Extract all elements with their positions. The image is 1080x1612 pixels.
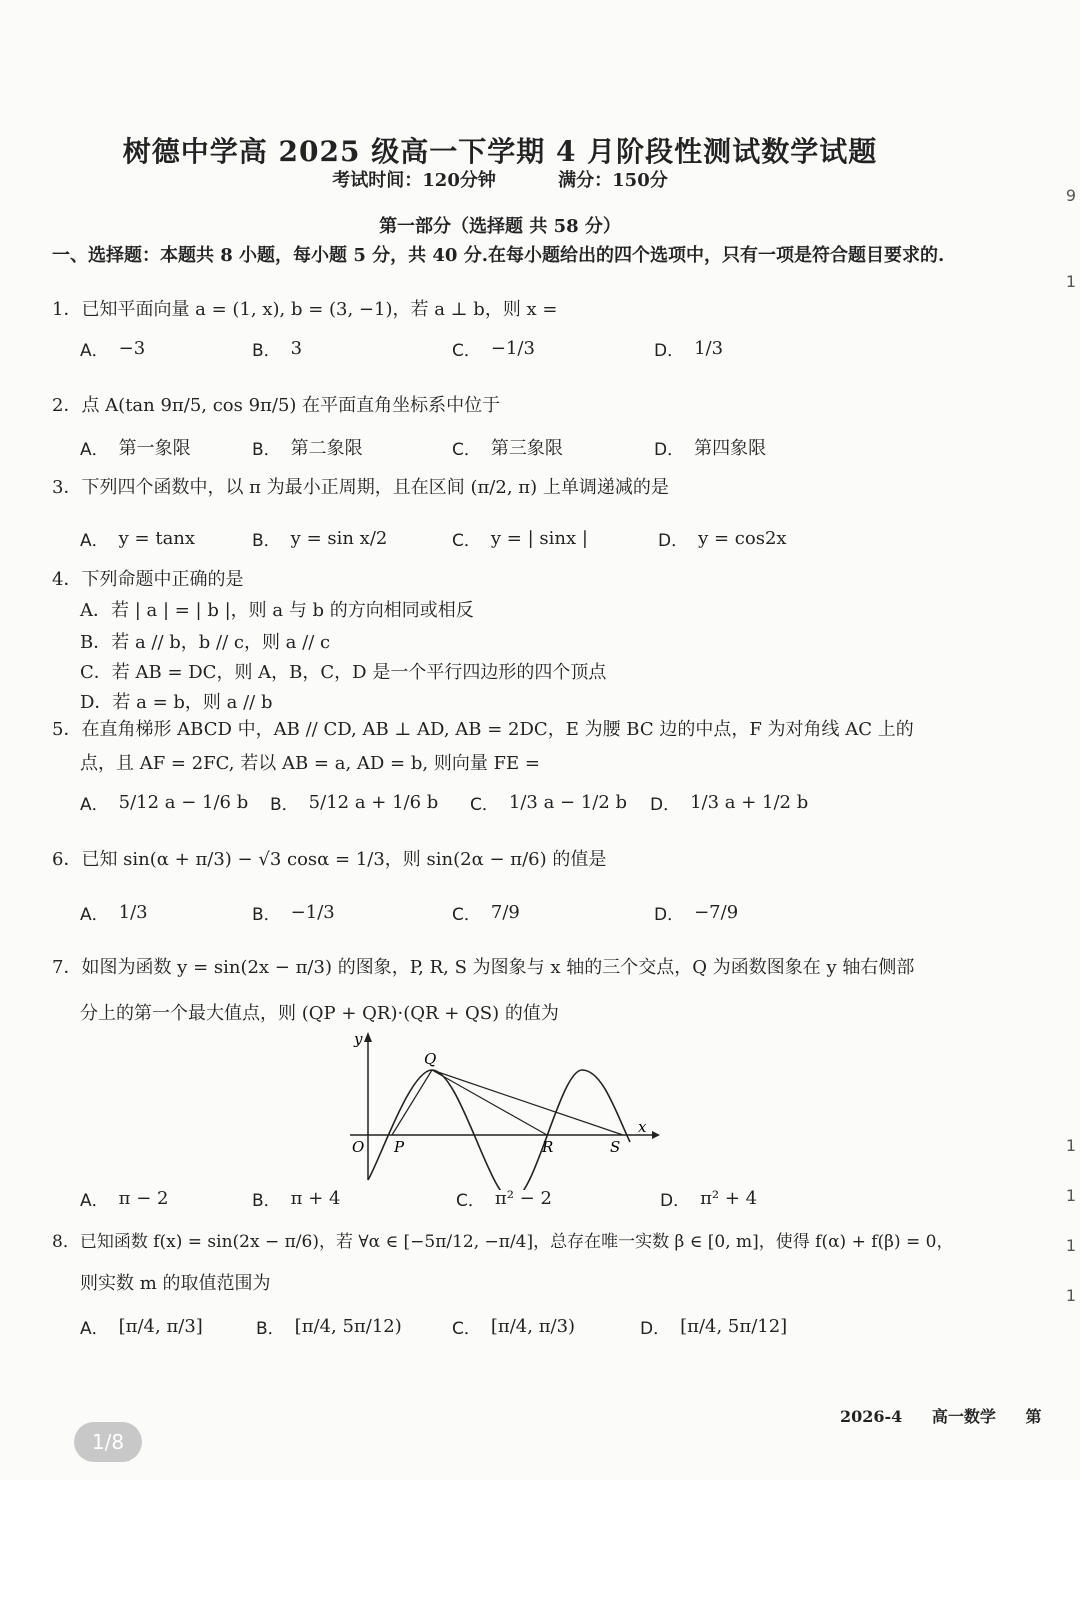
option-letter: C．: [452, 531, 481, 551]
sine-curve: [368, 1070, 630, 1190]
option-text: 5/12 a − 1/6 b: [118, 792, 249, 813]
option-letter: A．: [80, 341, 109, 361]
option-letter: B．: [270, 795, 299, 815]
q3-option-b: [252, 526, 387, 551]
q6-option-c: [452, 900, 520, 925]
q4-option-d: D．若 a = b，则 a // b: [80, 692, 273, 713]
option-letter: D．: [658, 531, 689, 551]
exam-score: 满分：150分: [558, 170, 668, 191]
y-axis-arrow: [364, 1032, 372, 1042]
next-page-edge: [1050, 0, 1080, 1480]
q7-option-b: [252, 1186, 340, 1211]
option-letter: A．: [80, 795, 109, 815]
q2-option-b: [252, 434, 363, 460]
q7-options: [80, 1186, 980, 1226]
page-footer: [840, 1404, 1066, 1427]
q6-option-b: [252, 900, 335, 925]
option-text: 1/3: [118, 902, 148, 923]
option-letter: D．: [640, 1319, 671, 1339]
q3-option-a: [80, 526, 195, 551]
edge-mark: 1: [1065, 272, 1076, 291]
option-text: [π/4, 5π/12]: [680, 1316, 788, 1337]
q8-stem-line1: 8．已知函数 f(x) = sin(2x − π/6)，若 ∀α ∈ [−5π/12, −π/4]，总存在唯一实数 β ∈ [0, m]，使得 f(α) + f(β) = 0，: [52, 1232, 954, 1252]
q4-option-b: B．若 a // b，b // c，则 a // c: [80, 632, 331, 653]
option-text: −1/3: [490, 338, 535, 359]
option-text: π² − 2: [494, 1188, 552, 1209]
q6-option-a: [80, 900, 148, 925]
option-letter: C．: [452, 341, 481, 361]
option-letter: D．: [654, 341, 685, 361]
option-text: 第一象限: [118, 438, 191, 459]
q6-stem: 6．已知 sin(α + π/3) − √3 cosα = 1/3，则 sin(2α − π/6) 的值是: [52, 849, 607, 870]
exam-info: [0, 166, 1000, 192]
option-letter: D．: [654, 439, 685, 460]
q3-options: [80, 526, 980, 566]
section-intro: 一、选择题：本题共 8 小题，每小题 5 分，共 40 分.在每小题给出的四个选项中，只有一项是符合题目要求的.: [52, 245, 945, 266]
q6-option-d: [654, 900, 738, 925]
option-text: 第三象限: [490, 438, 563, 459]
option-text: π + 4: [290, 1188, 341, 1209]
q2-option-a: [80, 434, 191, 460]
point-s-label: S: [610, 1138, 621, 1156]
option-letter: C．: [452, 905, 481, 925]
q5-option-b: [270, 790, 438, 815]
y-label: y: [354, 1030, 363, 1048]
option-letter: C．: [452, 1319, 481, 1339]
q8-option-d: [640, 1314, 787, 1339]
q7-stem-line2: 分上的第一个最大值点，则 (QP + QR)·(QR + QS) 的值为: [80, 1003, 559, 1024]
segment-qr: [432, 1070, 547, 1135]
option-text: y = sin x/2: [290, 528, 388, 549]
q8-stem-line2: 则实数 m 的取值范围为: [80, 1273, 271, 1294]
option-text: y = | sinx |: [490, 528, 588, 549]
option-letter: C．: [456, 1191, 485, 1211]
q4-option-a: A．若 | a | = | b |，则 a 与 b 的方向相同或相反: [80, 600, 474, 621]
x-label: x: [638, 1118, 647, 1136]
option-text: 5/12 a + 1/6 b: [308, 792, 439, 813]
q1-option-d: [654, 336, 723, 361]
part-title: 第一部分（选择题 共 58 分）: [379, 216, 621, 237]
q1-option-a: [80, 336, 145, 361]
point-p-label: P: [394, 1138, 405, 1156]
option-letter: B．: [252, 531, 281, 551]
q2-stem: 2．点 A(tan 9π/5, cos 9π/5) 在平面直角坐标系中位于: [52, 395, 501, 416]
q5-option-a: [80, 790, 248, 815]
footer-page: 第: [1025, 1407, 1042, 1426]
option-text: π² + 4: [700, 1188, 758, 1209]
q8-option-b: [256, 1314, 402, 1339]
option-letter: D．: [654, 905, 685, 925]
q5-option-d: [650, 790, 808, 815]
edge-mark: 1: [1065, 1236, 1076, 1255]
option-text: −3: [118, 338, 146, 359]
q4-stem: 4．下列命题中正确的是: [52, 569, 244, 590]
point-r-label: R: [542, 1138, 554, 1156]
exam-title: 树德中学高 2025 级高一下学期 4 月阶段性测试数学试题: [122, 135, 878, 168]
option-letter: A．: [80, 1319, 109, 1339]
q7-stem-line1: 7．如图为函数 y = sin(2x − π/3) 的图象，P, R, S 为图象与 x 轴的三个交点，Q 为函数图象在 y 轴右侧部: [52, 957, 915, 978]
option-letter: A．: [80, 439, 109, 460]
option-text: [π/4, π/3): [490, 1316, 576, 1337]
option-text: 3: [290, 338, 303, 359]
q2-option-d: [654, 434, 766, 460]
point-q-label: Q: [424, 1050, 437, 1068]
option-letter: C．: [470, 795, 499, 815]
q5-option-c: [470, 790, 627, 815]
exam-time: 考试时间：120分钟: [332, 170, 496, 191]
q3-option-d: [658, 526, 787, 551]
q8-option-a: [80, 1314, 203, 1339]
option-letter: B．: [252, 905, 281, 925]
q2-options: [80, 434, 980, 474]
option-letter: A．: [80, 905, 109, 925]
segment-qp: [392, 1070, 432, 1135]
option-text: 7/9: [490, 902, 520, 923]
footer-date: 2026-4: [840, 1407, 903, 1426]
q7-option-c: [456, 1186, 552, 1211]
option-text: y = cos2x: [698, 528, 787, 549]
q5-stem-line1: 5．在直角梯形 ABCD 中，AB // CD, AB ⊥ AD, AB = 2DC，E 为腰 BC 边的中点，F 为对角线 AC 上的: [52, 719, 914, 740]
q1-options: [80, 336, 980, 376]
option-text: π − 2: [118, 1188, 169, 1209]
q3-stem: 3．下列四个函数中，以 π 为最小正周期，且在区间 (π/2, π) 上单调递减的是: [52, 477, 669, 498]
page-indicator[interactable]: 1/8: [74, 1422, 142, 1462]
q7-option-a: [80, 1186, 168, 1211]
option-text: 1/3 a − 1/2 b: [508, 792, 628, 813]
q5-stem-line2: 点，且 AF = 2FC, 若以 AB = a, AD = b, 则向量 FE =: [80, 753, 540, 774]
option-letter: B．: [252, 341, 281, 361]
x-axis-arrow: [652, 1131, 660, 1139]
q2-option-c: [452, 434, 563, 460]
option-letter: B．: [252, 439, 281, 460]
q8-options: [80, 1314, 980, 1354]
edge-mark: 9: [1065, 186, 1076, 205]
option-letter: A．: [80, 1191, 109, 1211]
footer-subject: 高一数学: [931, 1407, 996, 1426]
option-letter: C．: [452, 439, 481, 460]
q1-stem: 1．已知平面向量 a = (1, x), b = (3, −1)，若 a ⊥ b，则 x =: [52, 299, 558, 320]
option-text: −7/9: [694, 902, 739, 923]
q8-option-c: [452, 1314, 575, 1339]
option-letter: B．: [252, 1191, 281, 1211]
edge-mark: 1: [1065, 1286, 1076, 1305]
option-letter: B．: [256, 1319, 285, 1339]
option-text: [π/4, 5π/12): [294, 1316, 402, 1337]
q6-options: [80, 900, 980, 940]
option-text: [π/4, π/3]: [118, 1316, 203, 1337]
option-text: y = tanx: [118, 528, 196, 549]
edge-mark: 1: [1065, 1186, 1076, 1205]
option-text: 1/3 a + 1/2 b: [690, 792, 809, 813]
q4-option-c: C．若 AB = DC，则 A，B，C，D 是一个平行四边形的四个顶点: [80, 662, 607, 683]
q1-option-b: [252, 336, 302, 361]
option-text: 1/3: [694, 338, 724, 359]
origin-label: O: [352, 1138, 365, 1156]
option-text: 第四象限: [694, 438, 767, 459]
option-letter: D．: [660, 1191, 691, 1211]
edge-mark: 1: [1065, 1136, 1076, 1155]
option-text: 第二象限: [290, 438, 363, 459]
segment-qs: [432, 1070, 623, 1135]
option-letter: A．: [80, 531, 109, 551]
option-letter: D．: [650, 795, 681, 815]
q7-option-d: [660, 1186, 757, 1211]
q3-option-c: [452, 526, 588, 551]
sine-graph: [340, 1030, 670, 1190]
option-text: −1/3: [290, 902, 335, 923]
q1-option-c: [452, 336, 535, 361]
q5-options: [80, 790, 980, 830]
